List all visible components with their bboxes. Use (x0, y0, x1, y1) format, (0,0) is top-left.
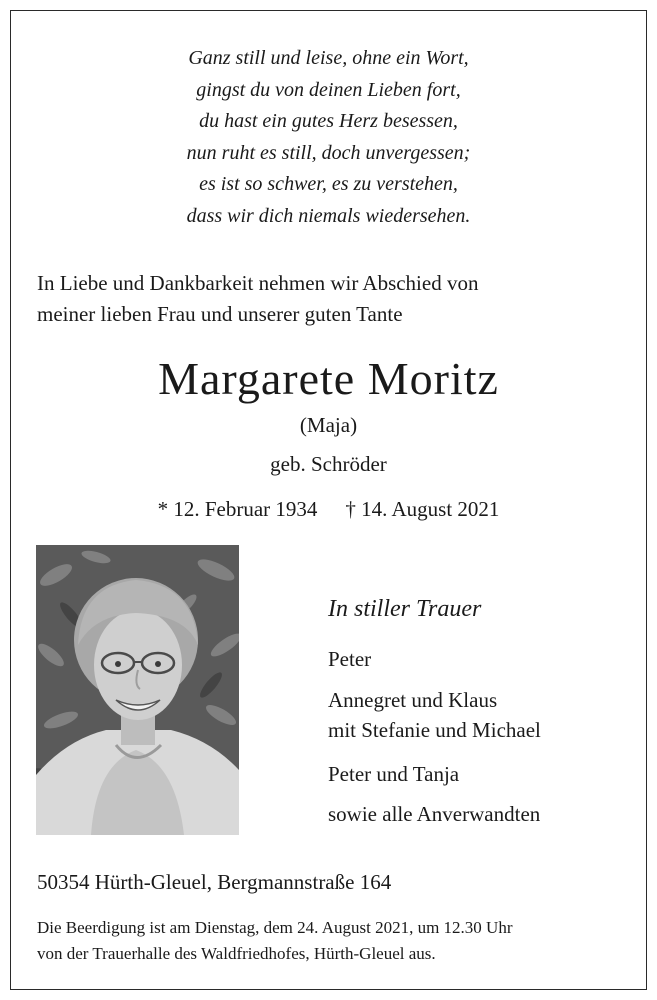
funeral-line: von der Trauerhalle des Waldfriedhofes, Hürth-Gleuel aus. (37, 944, 436, 963)
mourner-name: Peter (328, 647, 372, 671)
poem-line: dass wir dich niemals wiedersehen. (186, 204, 471, 227)
poem-line: du hast ein gutes Herz besessen, (199, 110, 458, 132)
poem-line: es ist so schwer, es zu verstehen, (199, 173, 458, 195)
poem-line: gingst du von deinen Lieben fort, (196, 78, 461, 101)
mourners-list (328, 592, 541, 826)
portrait-photo (36, 545, 239, 835)
mourner-name: Peter und Tanja (328, 762, 460, 786)
poem-line: nun ruht es still, doch unvergessen; (186, 141, 471, 164)
mourner-name: sowie alle Anverwandten (328, 802, 541, 826)
maiden-name: geb. Schröder (270, 452, 387, 476)
intro-line: meiner lieben Frau und unserer guten Tante (37, 302, 403, 326)
intro-line: In Liebe und Dankbarkeit nehmen wir Abschied von (37, 271, 479, 295)
mourners-heading: In stiller Trauer (328, 596, 482, 622)
deceased-nickname: (Maja) (299, 413, 358, 437)
farewell-intro (37, 268, 478, 330)
deceased-name: Margarete Moritz (158, 353, 499, 404)
funeral-notice (37, 915, 512, 967)
poem-line: Ganz still und leise, ohne ein Wort, (188, 47, 469, 69)
life-dates (0, 495, 657, 523)
mourner-name (328, 685, 541, 745)
mourner-name-line: mit Stefanie und Michael (328, 718, 541, 742)
family-address: 50354 Hürth-Gleuel, Bergmannstraße 164 (37, 870, 392, 894)
funeral-line: Die Beerdigung ist am Dienstag, dem 24. August 2021, um 12.30 Uhr (37, 918, 513, 937)
birth-date: * 12. Februar 1934 (157, 497, 318, 521)
memorial-poem (0, 43, 657, 232)
death-date: † 14. August 2021 (345, 497, 500, 521)
mourner-name-line: Annegret und Klaus (328, 688, 498, 712)
